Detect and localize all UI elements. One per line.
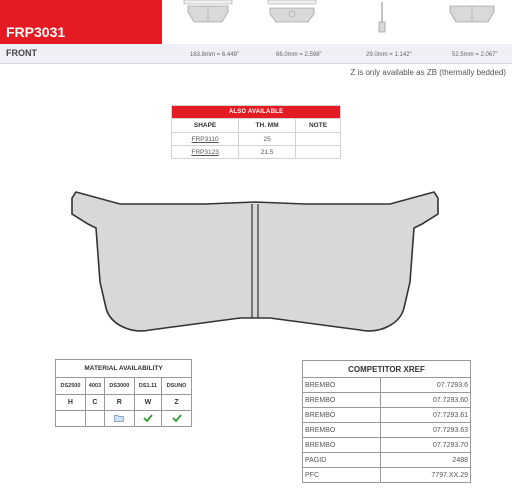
note-cell xyxy=(296,133,341,146)
brand-cell: BREMBO xyxy=(303,393,381,408)
part-cell: 07.7293.70 xyxy=(381,438,471,453)
table-row xyxy=(303,393,471,408)
availability-cell xyxy=(162,411,192,427)
position-label: FRONT xyxy=(6,48,37,58)
thickness-dimension: 29.0mm = 1.142" xyxy=(366,52,412,58)
part-cell: 07.7293.60 xyxy=(381,393,471,408)
thickness-view-icon xyxy=(446,0,498,30)
brake-pad-drawing xyxy=(70,184,440,354)
availability-note: Z is only available as ZB (thermally bedded) xyxy=(350,68,506,77)
also-available-title: ALSO AVAILABLE xyxy=(172,106,341,119)
brand-cell: BREMBO xyxy=(303,423,381,438)
availability-cell[interactable] xyxy=(104,411,134,427)
material-letter: W xyxy=(134,395,161,411)
side-view-icon xyxy=(372,0,392,40)
depth-dimension: 52.5mm = 2.067" xyxy=(452,52,498,58)
part-number: FRP3031 xyxy=(6,24,66,40)
material-title: MATERIAL AVAILABILITY xyxy=(56,360,192,378)
competitor-xref-table xyxy=(302,360,471,483)
position-row xyxy=(0,44,512,64)
shape-link[interactable]: FRP3110 xyxy=(191,135,219,143)
shape-link[interactable]: FRP3123 xyxy=(191,148,219,156)
note-cell xyxy=(296,146,341,159)
material-code: 4003 xyxy=(85,378,104,395)
material-availability-table xyxy=(55,359,192,427)
width-dimension: 163.8mm = 6.449" xyxy=(190,52,239,58)
thickness-cell: 25 xyxy=(239,133,296,146)
check-icon xyxy=(172,414,182,422)
col-thickness: TH. MM xyxy=(239,119,296,133)
view-thumbnails xyxy=(162,0,512,44)
material-code: DS2500 xyxy=(56,378,86,395)
check-icon xyxy=(143,414,153,422)
material-letter: C xyxy=(85,395,104,411)
part-header xyxy=(0,0,162,44)
front-view-icon xyxy=(182,0,234,30)
material-code: DSUNO xyxy=(162,378,192,395)
thickness-cell: 21.5 xyxy=(239,146,296,159)
table-row xyxy=(303,453,471,468)
brand-cell: BREMBO xyxy=(303,408,381,423)
table-row xyxy=(303,378,471,393)
table-row xyxy=(303,438,471,453)
availability-cell xyxy=(134,411,161,427)
rear-view-icon xyxy=(266,0,318,30)
also-available-table xyxy=(171,105,341,159)
table-row xyxy=(303,423,471,438)
part-cell: 7797.XX.29 xyxy=(381,468,471,483)
height-dimension: 66.0mm = 2.598" xyxy=(276,52,322,58)
table-row xyxy=(172,146,341,159)
col-note: NOTE xyxy=(296,119,341,133)
availability-cell xyxy=(56,411,86,427)
pad-outline xyxy=(72,192,438,331)
material-letter: Z xyxy=(162,395,192,411)
part-cell: 07.7293.61 xyxy=(381,408,471,423)
material-code: DS3000 xyxy=(104,378,134,395)
folder-icon[interactable] xyxy=(114,414,124,422)
part-cell: 07.7293.63 xyxy=(381,423,471,438)
table-row xyxy=(303,468,471,483)
part-cell: 2488 xyxy=(381,453,471,468)
material-letter: H xyxy=(56,395,86,411)
brand-cell: PAGID xyxy=(303,453,381,468)
col-shape: SHAPE xyxy=(172,119,239,133)
table-row xyxy=(172,133,341,146)
brand-cell: BREMBO xyxy=(303,438,381,453)
material-code: DS1.11 xyxy=(134,378,161,395)
brand-cell: PFC xyxy=(303,468,381,483)
part-cell: 07.7293.6 xyxy=(381,378,471,393)
table-row xyxy=(303,408,471,423)
xref-title: COMPETITOR XREF xyxy=(303,361,471,378)
material-letter: R xyxy=(104,395,134,411)
brand-cell: BREMBO xyxy=(303,378,381,393)
availability-cell xyxy=(85,411,104,427)
